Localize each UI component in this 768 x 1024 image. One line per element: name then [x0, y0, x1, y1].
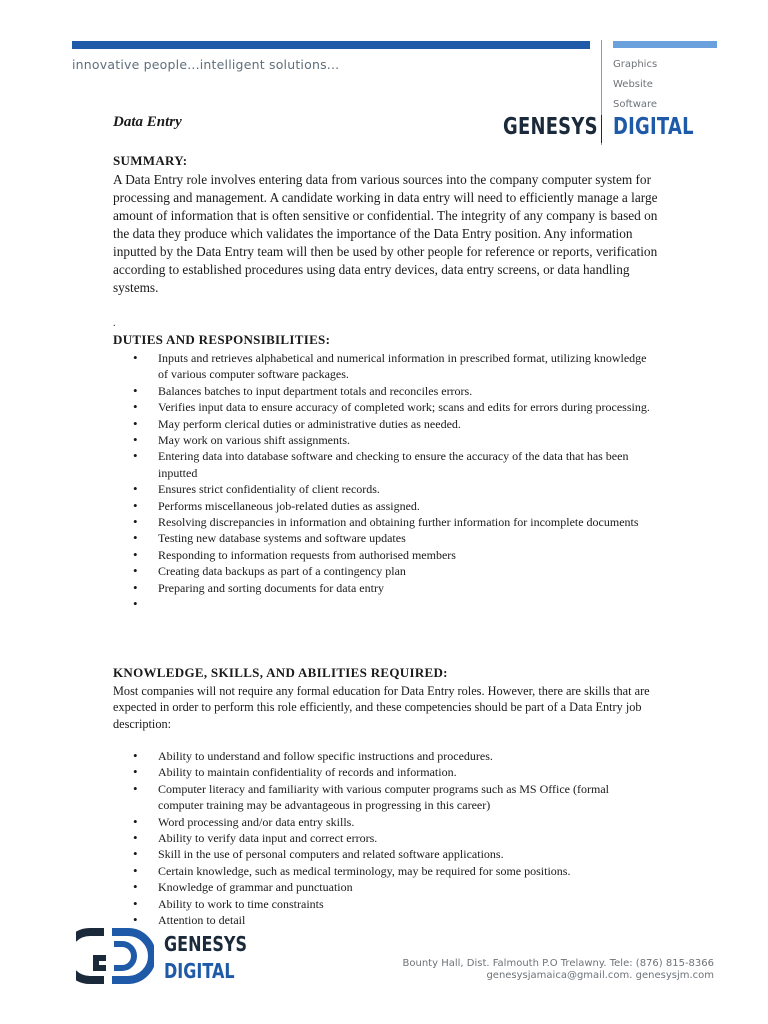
- footer-address: Bounty Hall, Dist. Falmouth P.O Trelawny. Tele: (876) 815-8366: [402, 958, 714, 969]
- bullet-icon: •: [133, 350, 138, 365]
- ksa-intro: Most companies will not require any formal education for Data Entry roles. However, there are skills that are expected in order to perform this role efficiently, and these competencies should be part of a Data Entry job description:: [113, 684, 650, 731]
- logo-text-digital: DIGITAL: [164, 959, 235, 983]
- list-item: • Skill in the use of personal computers and related software applications.: [133, 846, 504, 862]
- summary-heading: SUMMARY:: [113, 153, 188, 168]
- list-item: • May perform clerical duties or administrative duties as needed.: [133, 415, 461, 431]
- bullet-icon: •: [133, 912, 138, 928]
- brand-digital: DIGITAL: [613, 114, 694, 140]
- bullet-icon: •: [133, 432, 138, 448]
- list-item: • Performs miscellaneous job-related duties as assigned.: [133, 497, 420, 513]
- list-item: • Creating data backups as part of a contingency plan: [133, 563, 406, 579]
- bullet-icon: •: [133, 846, 138, 862]
- header-bar-left: [72, 41, 590, 49]
- logo-text-genesys: GENESYS: [164, 932, 248, 956]
- list-item: • Computer literacy and familiarity with various computer programs such as MS Office (formal computer training may be advantageous in progressing in this career): [133, 780, 609, 813]
- summary-text: A Data Entry role involves entering data from various sources into the company computer system for processing and management. A candidate working in data entry will need to efficiently manage a large amount of information that is often sensitive or confidential. The integrity of any company is based on the data they produce which validates the importance of the Data Entry position. Any information inputted by the Data Entry team will then be used by other people for reference or reports, verification according to established procedures using data entry devices, data entry screens, or data handling systems.: [113, 172, 658, 295]
- list-item: • Entering data into database software and checking to ensure the accuracy of the data that has been inputted: [133, 448, 629, 480]
- bullet-icon: •: [133, 813, 138, 829]
- list-item: • Knowledge of grammar and punctuation: [133, 879, 353, 895]
- bullet-icon: •: [133, 415, 138, 431]
- list-item: • Inputs and retrieves alphabetical and numerical information in prescribed format, utilizing knowledge of various computer software packages.: [133, 350, 647, 382]
- bullet-icon: •: [133, 514, 138, 530]
- bullet-icon: •: [133, 481, 138, 497]
- list-item: [113, 596, 653, 612]
- list-item: • Verifies input data to ensure accuracy of completed work; scans and edits for errors during processing.: [133, 399, 650, 415]
- list-item: • Ability to understand and follow specific instructions and procedures.: [133, 748, 493, 763]
- brand-genesys: GENESYS: [503, 114, 598, 140]
- bullet-icon: •: [133, 563, 138, 579]
- bullet-icon: •: [133, 780, 138, 796]
- footer-contact: [403, 958, 714, 982]
- footer-email-web: genesysjamaica@gmail.com. genesysjm.com: [486, 970, 714, 981]
- tagline: innovative people...intelligent solutions...: [72, 57, 340, 72]
- document-title: Data Entry: [113, 114, 182, 130]
- bullet-icon: •: [133, 895, 138, 911]
- list-item: • Balances batches to input department totals and reconciles errors.: [133, 382, 473, 398]
- bullet-icon: •: [133, 764, 138, 780]
- list-item: • Ability to verify data input and correct errors.: [133, 830, 378, 846]
- list-item: • Ensures strict confidentiality of client records.: [133, 481, 380, 497]
- stray-dot: .: [113, 318, 116, 329]
- bullet-icon: •: [133, 448, 138, 464]
- bullet-icon: •: [133, 546, 138, 562]
- list-item: • Ability to maintain confidentiality of records and information.: [133, 764, 457, 780]
- header-bar-right: [613, 41, 717, 48]
- brand-separator: [601, 115, 602, 143]
- bullet-icon: •: [133, 530, 138, 546]
- bullet-icon: •: [133, 596, 138, 612]
- bullet-icon: •: [133, 399, 138, 415]
- service-website: Website: [613, 79, 653, 90]
- bullet-icon: •: [133, 748, 138, 763]
- ksa-list: [113, 748, 653, 928]
- list-item: • Responding to information requests from authorised members: [133, 546, 456, 562]
- bullet-icon: •: [133, 862, 138, 878]
- bullet-icon: •: [133, 879, 138, 895]
- list-item: • May work on various shift assignments.: [133, 432, 350, 448]
- genesys-logo-icon: [76, 928, 154, 984]
- list-item: • Certain knowledge, such as medical terminology, may be required for some positions.: [133, 862, 571, 878]
- services-list: [613, 55, 657, 115]
- bullet-icon: •: [133, 579, 138, 595]
- service-graphics: Graphics: [613, 59, 658, 70]
- list-item: • Word processing and/or data entry skills.: [133, 813, 355, 829]
- list-item: • Resolving discrepancies in information and obtaining further information for incomplete documents: [133, 514, 639, 530]
- list-item: • Preparing and sorting documents for data entry: [133, 579, 384, 595]
- duties-heading: DUTIES AND RESPONSIBILITIES:: [113, 332, 331, 347]
- list-item: • Ability to work to time constraints: [133, 895, 324, 911]
- ksa-heading: KNOWLEDGE, SKILLS, AND ABILITIES REQUIRED:: [113, 665, 448, 680]
- service-software: Software: [613, 99, 658, 110]
- bullet-icon: •: [133, 830, 138, 846]
- bullet-icon: •: [133, 382, 138, 398]
- duties-list: [113, 350, 653, 612]
- list-item: • Testing new database systems and software updates: [133, 530, 406, 546]
- list-item: • Attention to detail: [133, 912, 246, 928]
- bullet-icon: •: [133, 497, 138, 513]
